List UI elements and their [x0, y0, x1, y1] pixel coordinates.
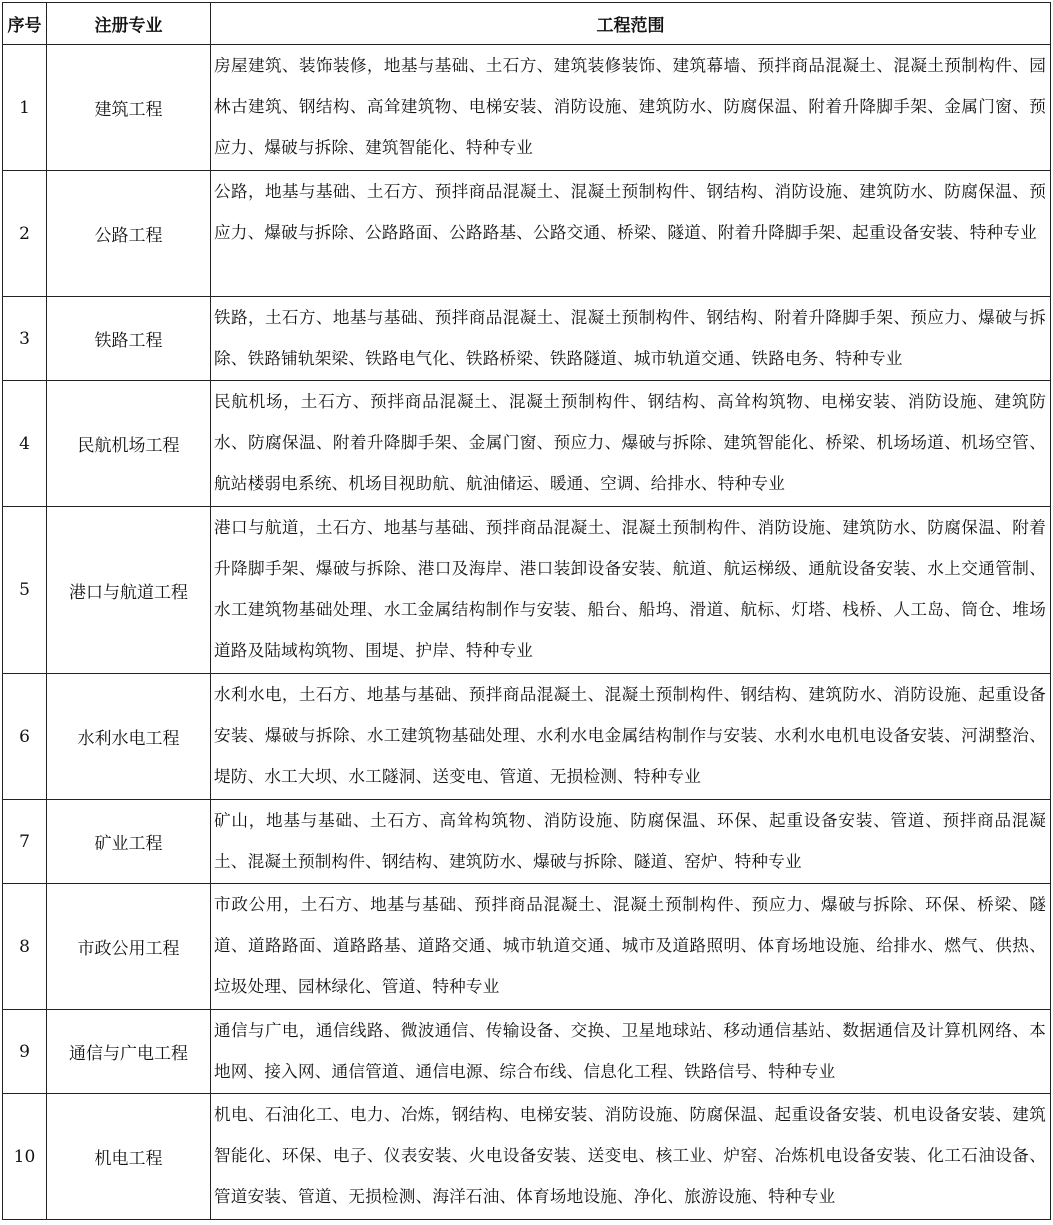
- header-seq: 序号: [3, 3, 47, 45]
- row-major: 通信与广电工程: [47, 1010, 211, 1094]
- row-scope: 矿山，地基与基础、土石方、高耸构筑物、消防设施、防腐保温、环保、起重设备安装、管道、预拌商品混凝土、混凝土预制构件、钢结构、建筑防水、爆破与拆除、隧道、窑炉、特种专业: [211, 800, 1051, 884]
- row-major: 公路工程: [47, 171, 211, 297]
- row-seq: 6: [3, 674, 47, 800]
- row-scope: 通信与广电，通信线路、微波通信、传输设备、交换、卫星地球站、移动通信基站、数据通信及计算机网络、本地网、接入网、通信管道、通信电源、综合布线、信息化工程、铁路信号、特种专业: [211, 1010, 1051, 1094]
- table-header-row: [3, 3, 1051, 45]
- row-major: 民航机场工程: [47, 381, 211, 507]
- header-major: 注册专业: [47, 3, 211, 45]
- table-row: [3, 507, 1051, 674]
- table-row: [3, 171, 1051, 297]
- row-seq: 3: [3, 297, 47, 381]
- table-row: [3, 381, 1051, 507]
- table-row: [3, 674, 1051, 800]
- row-major: 市政公用工程: [47, 884, 211, 1010]
- table-row: [3, 297, 1051, 381]
- row-seq: 10: [3, 1094, 47, 1220]
- row-scope: 机电、石油化工、电力、冶炼，钢结构、电梯安装、消防设施、防腐保温、起重设备安装、机电设备安装、建筑智能化、环保、电子、仪表安装、火电设备安装、送变电、核工业、炉窑、冶炼机电设备安装、化工石油设备、管道安装、管道、无损检测、海洋石油、体育场地设施、净化、旅游设施、特种专业: [211, 1094, 1051, 1220]
- table-row: [3, 45, 1051, 171]
- row-scope: 房屋建筑、装饰装修，地基与基础、土石方、建筑装修装饰、建筑幕墙、预拌商品混凝土、混凝土预制构件、园林古建筑、钢结构、高耸建筑物、电梯安装、消防设施、建筑防水、防腐保温、附着升降脚手架、金属门窗、预应力、爆破与拆除、建筑智能化、特种专业: [211, 45, 1051, 171]
- row-scope: 港口与航道，土石方、地基与基础、预拌商品混凝土、混凝土预制构件、消防设施、建筑防水、防腐保温、附着升降脚手架、爆破与拆除、港口及海岸、港口装卸设备安装、航道、航运梯级、通航设备安装、水上交通管制、水工建筑物基础处理、水工金属结构制作与安装、船台、船坞、滑道、航标、灯塔、栈桥、人工岛、筒仓、堆场道路及陆域构筑物、围堤、护岸、特种专业: [211, 507, 1051, 674]
- row-seq: 5: [3, 507, 47, 674]
- row-scope: 水利水电，土石方、地基与基础、预拌商品混凝土、混凝土预制构件、钢结构、建筑防水、消防设施、起重设备安装、爆破与拆除、水工建筑物基础处理、水利水电金属结构制作与安装、水利水电机电设备安装、河湖整治、堤防、水工大坝、水工隧洞、送变电、管道、无损检测、特种专业: [211, 674, 1051, 800]
- row-seq: 1: [3, 45, 47, 171]
- row-major: 建筑工程: [47, 45, 211, 171]
- row-major: 铁路工程: [47, 297, 211, 381]
- row-major: 矿业工程: [47, 800, 211, 884]
- row-seq: 2: [3, 171, 47, 297]
- row-seq: 4: [3, 381, 47, 507]
- row-scope: 市政公用，土石方、地基与基础、预拌商品混凝土、混凝土预制构件、预应力、爆破与拆除、环保、桥梁、隧道、道路路面、道路路基、道路交通、城市轨道交通、城市及道路照明、体育场地设施、给排水、燃气、供热、垃圾处理、园林绿化、管道、特种专业: [211, 884, 1051, 1010]
- table-row: [3, 1010, 1051, 1094]
- row-major: 水利水电工程: [47, 674, 211, 800]
- row-major: 机电工程: [47, 1094, 211, 1220]
- row-seq: 7: [3, 800, 47, 884]
- row-seq: 8: [3, 884, 47, 1010]
- row-scope: 铁路，土石方、地基与基础、预拌商品混凝土、混凝土预制构件、钢结构、附着升降脚手架、预应力、爆破与拆除、铁路铺轨架梁、铁路电气化、铁路桥梁、铁路隧道、城市轨道交通、铁路电务、特种专业: [211, 297, 1051, 381]
- header-scope: 工程范围: [211, 3, 1051, 45]
- row-scope: 公路，地基与基础、土石方、预拌商品混凝土、混凝土预制构件、钢结构、消防设施、建筑防水、防腐保温、预应力、爆破与拆除、公路路面、公路路基、公路交通、桥梁、隧道、附着升降脚手架、起重设备安装、特种专业: [211, 171, 1051, 297]
- row-seq: 9: [3, 1010, 47, 1094]
- table-row: [3, 884, 1051, 1010]
- row-scope: 民航机场，土石方、预拌商品混凝土、混凝土预制构件、钢结构、高耸构筑物、电梯安装、消防设施、建筑防水、防腐保温、附着升降脚手架、金属门窗、预应力、爆破与拆除、建筑智能化、桥梁、机场场道、机场空管、航站楼弱电系统、机场目视助航、航油储运、暖通、空调、给排水、特种专业: [211, 381, 1051, 507]
- table-row: [3, 800, 1051, 884]
- row-major: 港口与航道工程: [47, 507, 211, 674]
- table-row: [3, 1094, 1051, 1220]
- registration-scope-table: [2, 2, 1051, 1220]
